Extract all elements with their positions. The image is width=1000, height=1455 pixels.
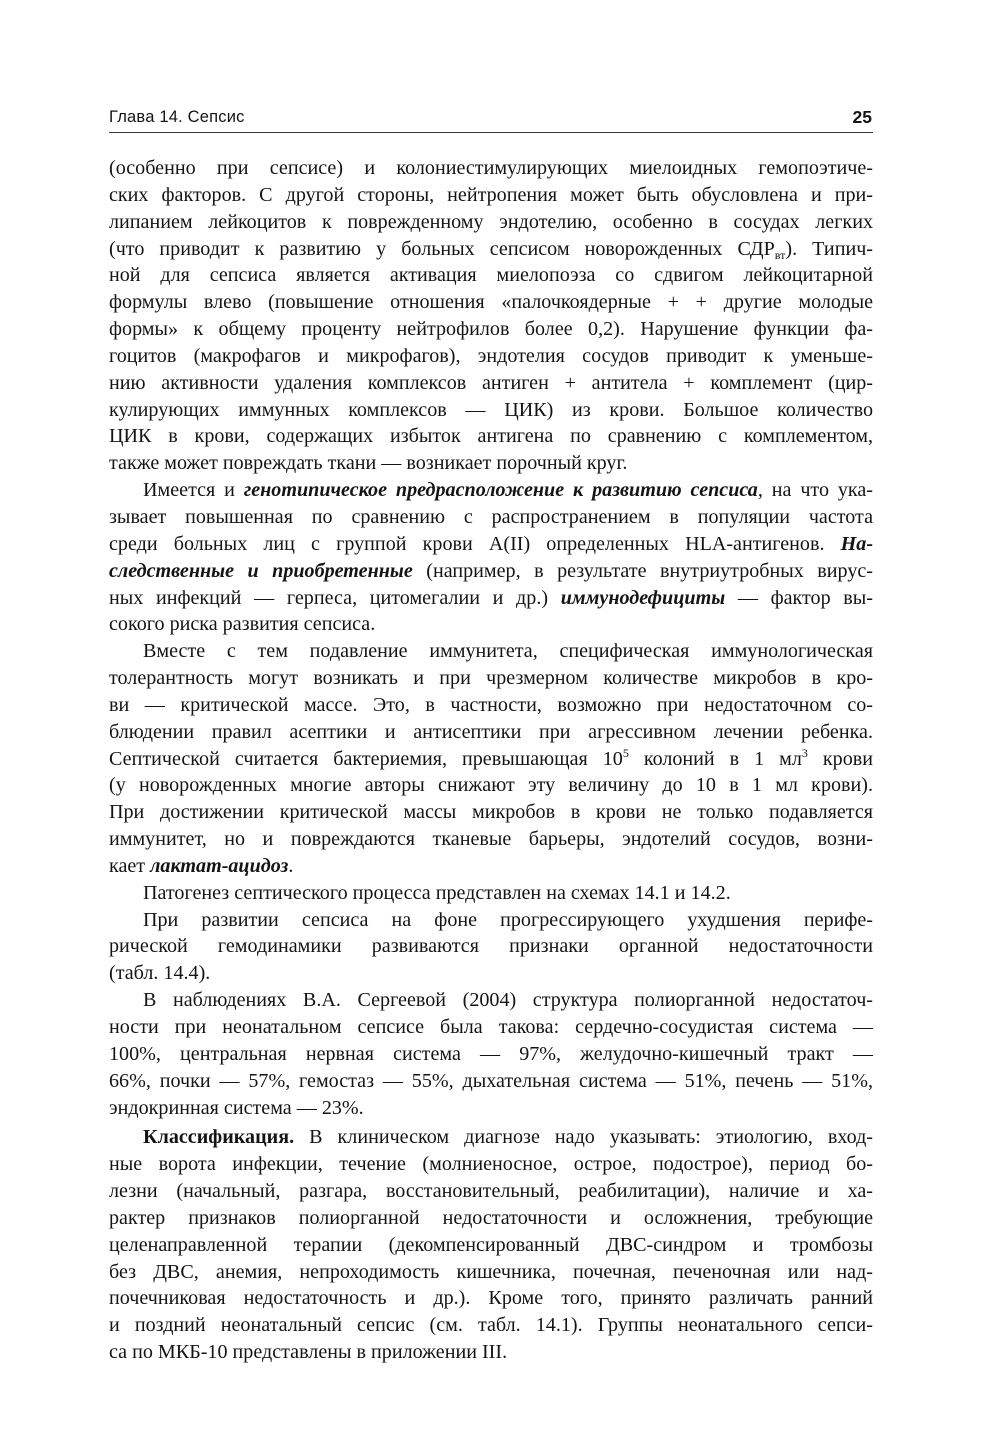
- text-line: [109, 853, 873, 880]
- text-segment: крови: [807, 747, 874, 770]
- paragraph-4: [109, 880, 873, 907]
- text-line: (табл. 14.4).: [109, 962, 211, 985]
- text-line: са по МКБ-10 представлены в приложении III.: [109, 1341, 508, 1364]
- text-segment: среди больных лиц с группой крови A(II) определенных HLA-антигенов.: [109, 532, 825, 555]
- text-segment: Имеется и: [143, 479, 235, 502]
- text-line: ских факторов. С другой стороны, нейтропения может быть обусловлена и при-: [109, 183, 873, 206]
- text-line: без ДВС, анемия, непроходимость кишечника, почечная, печеночная или над-: [109, 1260, 873, 1283]
- text-line: 66%, почки — 57%, гемостаз — 55%, дыхательная система — 51%, печень — 51%,: [109, 1069, 873, 1092]
- emphasis-term: генотипическое предрасположение к развитию сепсиса: [243, 479, 758, 502]
- text-segment: .: [288, 854, 294, 877]
- text-line: рической гемодинамики развиваются признаки органной недостаточности: [109, 935, 873, 958]
- text-line: [109, 746, 873, 773]
- text-line: [109, 585, 873, 612]
- text-line: формы» к общему проценту нейтрофилов более 0,2). Нарушение функции фа-: [109, 318, 873, 341]
- text-line: [109, 531, 873, 558]
- text-line: гоцитов (макрофагов и микрофагов), эндотелия сосудов приводит к уменьше-: [109, 344, 873, 367]
- text-line: нию активности удаления комплексов антиген + антитела + комплемент (цир-: [109, 371, 873, 394]
- text-line: рактер признаков полиорганной недостаточности и осложнения, требующие: [109, 1206, 873, 1229]
- text-line: ности при неонатальном сепсисе была такова: сердечно-сосудистая система —: [109, 1016, 873, 1038]
- text-line: иммунитет, но и повреждаются тканевые барьеры, эндотелий сосудов, возни-: [109, 828, 873, 851]
- text-segment: ). Типич-: [785, 237, 873, 260]
- text-line: [109, 236, 873, 263]
- text-line: липанием лейкоцитов к поврежденному эндотелию, особенно в сосудах легких: [109, 210, 873, 233]
- text-line: ные ворота инфекции, течение (молниеносное, острое, подострое), период бо-: [109, 1153, 873, 1176]
- body-text: [109, 155, 873, 1366]
- text-line: (у новорожденных многие авторы снижают эту величину до 10 в 1 мл крови).: [109, 774, 873, 797]
- text-line: При развитии сепсиса на фоне прогрессирующего ухудшения перифе-: [143, 908, 873, 931]
- text-line: толерантность могут возникать и при чрезмерном количестве микробов в кро-: [109, 667, 873, 690]
- text-line: 100%, центральная нервная система — 97%, желудочно-кишечный тракт —: [109, 1042, 873, 1065]
- text-segment: , на что ука-: [757, 479, 873, 502]
- text-segment: Септической считается бактериемия, превышающая 10: [109, 747, 623, 770]
- paragraph-3: [109, 638, 873, 880]
- text-segment: (например, в результате внутриутробных вирус-: [426, 559, 873, 582]
- paragraph-2: [109, 477, 873, 638]
- text-line: зывает повышенная по сравнению с распространением в популяции частота: [109, 505, 873, 528]
- text-line: [109, 558, 873, 585]
- superscript: 5: [622, 745, 629, 760]
- text-line: формулы влево (повышение отношения «палочкоядерные + + другие молодые: [109, 291, 873, 314]
- text-line: также может повреждать ткани — возникает порочный круг.: [109, 452, 628, 475]
- text-segment: ных инфекций — герпеса, цитомегалии и др.): [109, 586, 549, 609]
- emphasis-term: иммунодефициты: [560, 586, 726, 609]
- emphasis-term: лактат-ацидоз: [150, 854, 289, 877]
- text-line: (особенно при сепсисе) и колониестимулирующих миелоидных гемопоэтиче-: [109, 157, 873, 179]
- text-line: Патогенез септического процесса представлен на схемах 14.1 и 14.2.: [143, 881, 731, 904]
- text-segment: В клиническом диагнозе надо указывать: этиологию, вход-: [309, 1126, 873, 1149]
- text-line: кулирующих иммунных комплексов — ЦИК) из крови. Большое количество: [109, 398, 873, 421]
- text-line: В наблюдениях В.А. Сергеевой (2004) структура полиорганной недостаточ-: [143, 989, 873, 1012]
- chapter-title: Глава 14. Сепсис: [109, 108, 245, 126]
- text-line: ЦИК в крови, содержащих избыток антигена по сравнению с комплементом,: [109, 425, 873, 448]
- text-line: При достижении критической массы микробов в крови не только подавляется: [109, 801, 873, 824]
- text-line: лезни (начальный, разгара, восстановительный, реабилитации), наличие и ха-: [109, 1180, 873, 1203]
- text-segment: (что приводит к развитию у больных сепсисом новорожденных СДР: [109, 237, 775, 260]
- text-line: эндокринная система — 23%.: [109, 1096, 364, 1119]
- text-line: сокого риска развития сепсиса.: [109, 613, 376, 636]
- superscript: 3: [801, 745, 808, 760]
- subscript: вт: [774, 247, 786, 262]
- text-line: Вместе с тем подавление иммунитета, специфическая иммунологическая: [143, 640, 873, 663]
- text-segment: — фактор вы-: [737, 586, 873, 609]
- paragraph-5: [109, 907, 873, 988]
- text-segment: кает: [109, 854, 146, 877]
- text-segment: колоний в 1 мл: [628, 747, 802, 770]
- emphasis-term: следственные и приобретенные: [109, 559, 413, 582]
- emphasis-term: На-: [840, 532, 874, 555]
- text-line: ви — критической массе. Это, в частности, возможно при недостаточном со-: [109, 693, 873, 716]
- paragraph-classification: [109, 1124, 873, 1366]
- text-line: целенаправленной терапии (декомпенсированный ДВС-синдром и тромбозы: [109, 1233, 873, 1256]
- paragraph-6: [109, 987, 873, 1121]
- text-line: и поздний неонатальный сепсис (см. табл. 14.1). Группы неонатального сепси-: [109, 1314, 873, 1337]
- running-header: [109, 104, 873, 133]
- text-line: [109, 477, 873, 504]
- text-line: ной для сепсиса является активация миелопоэза со сдвигом лейкоцитарной: [109, 264, 873, 287]
- paragraph-1: [109, 155, 873, 477]
- text-line: блюдении правил асептики и антисептики при агрессивном лечении ребенка.: [109, 720, 873, 743]
- text-line: почечниковая недостаточность и др.). Кроме того, принято различать ранний: [109, 1287, 873, 1310]
- page-number: 25: [852, 107, 872, 127]
- text-line: [109, 1124, 873, 1151]
- section-heading: Классификация.: [143, 1126, 295, 1149]
